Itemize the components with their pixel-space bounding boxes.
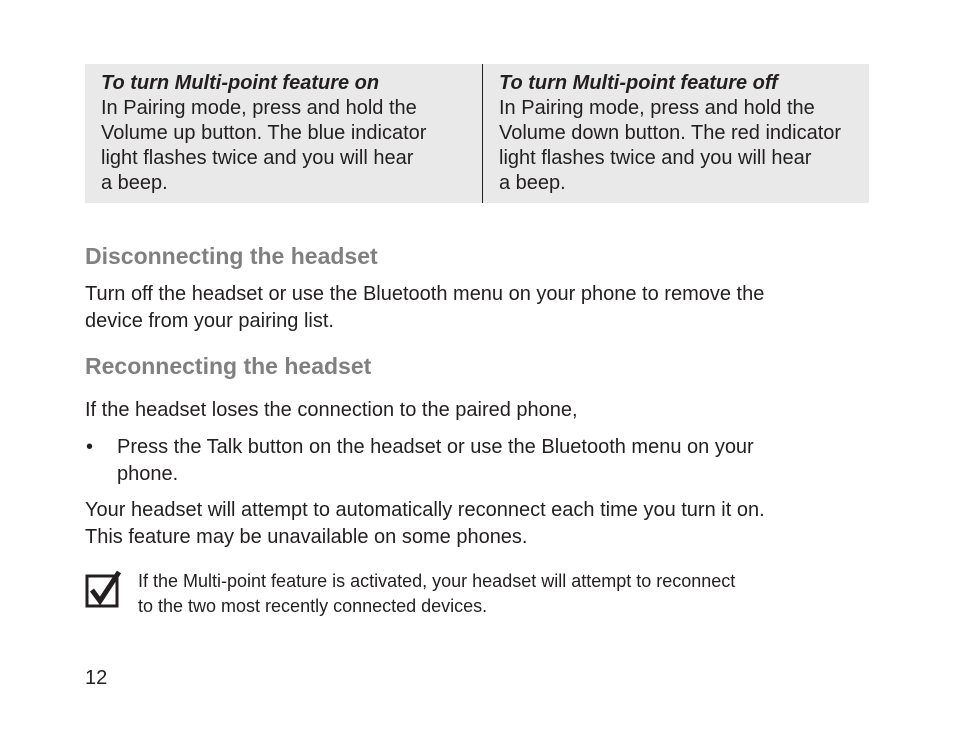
turn-on-column bbox=[101, 71, 426, 196]
bullet-line: phone. bbox=[117, 463, 179, 485]
paragraph-line: Turn off the headset or use the Bluetooth menu on your phone to remove the bbox=[85, 283, 765, 305]
note-text bbox=[138, 569, 735, 619]
paragraph-line: device from your pairing list. bbox=[85, 310, 334, 332]
bullet-line: Press the Talk button on the headset or use the Bluetooth menu on your bbox=[117, 436, 754, 458]
turn-on-line: In Pairing mode, press and hold the bbox=[101, 97, 417, 119]
disconnecting-paragraph bbox=[85, 281, 764, 335]
turn-off-line: In Pairing mode, press and hold the bbox=[499, 97, 815, 119]
disconnecting-heading: Disconnecting the headset bbox=[85, 243, 378, 269]
bullet-item bbox=[117, 434, 754, 488]
page-number: 12 bbox=[85, 667, 108, 689]
note-line: to the two most recently connected devices. bbox=[138, 596, 488, 616]
turn-on-line: a beep. bbox=[101, 172, 168, 194]
paragraph-line: Your headset will attempt to automatically reconnect each time you turn it on. bbox=[85, 499, 765, 521]
turn-off-column bbox=[499, 71, 841, 196]
turn-off-line: Volume down button. The red indicator bbox=[499, 122, 842, 144]
bullet-mark: • bbox=[86, 436, 94, 458]
reconnecting-intro bbox=[85, 397, 578, 424]
reconnecting-outro bbox=[85, 497, 765, 551]
reconnecting-heading: Reconnecting the headset bbox=[85, 353, 372, 379]
turn-on-title: To turn Multi-point feature on bbox=[101, 72, 380, 94]
turn-on-line: Volume up button. The blue indicator bbox=[101, 122, 427, 144]
turn-off-line: a beep. bbox=[499, 172, 566, 194]
turn-off-title: To turn Multi-point feature off bbox=[499, 72, 778, 94]
multipoint-info-box bbox=[85, 64, 869, 203]
note-line: If the Multi-point feature is activated, your headset will attempt to reconnect bbox=[138, 571, 736, 591]
turn-on-line: light flashes twice and you will hear bbox=[101, 147, 414, 169]
column-divider bbox=[482, 64, 483, 203]
turn-off-line: light flashes twice and you will hear bbox=[499, 147, 812, 169]
checkbox-note-icon bbox=[85, 570, 121, 608]
paragraph-line: This feature may be unavailable on some phones. bbox=[85, 526, 528, 548]
paragraph-line: If the headset loses the connection to the paired phone, bbox=[85, 399, 578, 421]
